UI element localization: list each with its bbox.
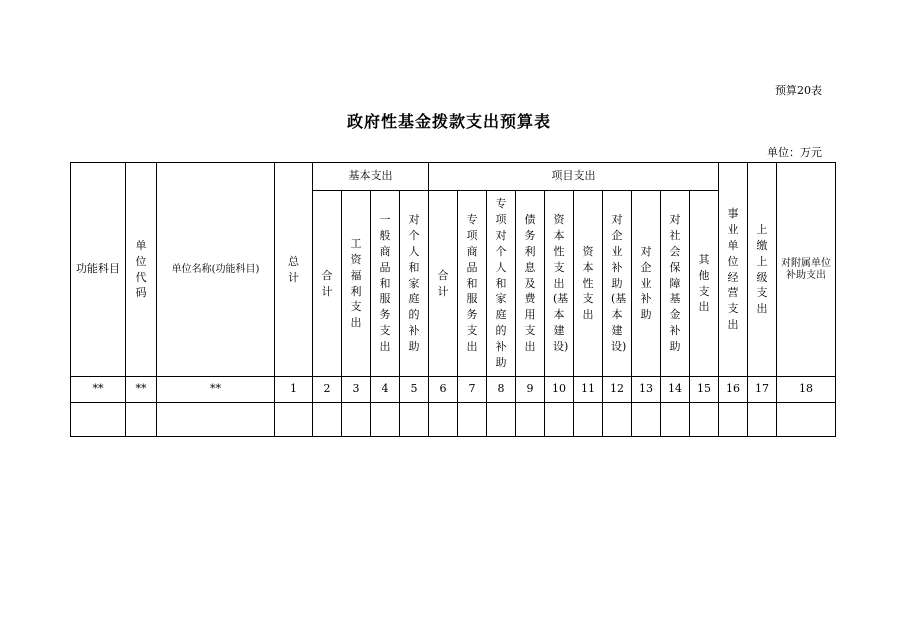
form-number: 预算20表 bbox=[775, 84, 822, 97]
number-row bbox=[71, 377, 836, 403]
col-group-project: 项目支出 bbox=[429, 163, 719, 191]
col-project-debt: 债务利息及费用支出 bbox=[516, 191, 545, 377]
number-cell: 12 bbox=[603, 377, 632, 403]
col-biz-expense: 事业单位经营支出 bbox=[719, 163, 748, 377]
number-cell: 6 bbox=[429, 377, 458, 403]
data-cell bbox=[603, 403, 632, 437]
budget-table bbox=[70, 162, 836, 437]
data-cell bbox=[342, 403, 371, 437]
data-cell bbox=[516, 403, 545, 437]
number-cell: 9 bbox=[516, 377, 545, 403]
col-group-basic: 基本支出 bbox=[313, 163, 429, 191]
page-title: 政府性基金拨款支出预算表 bbox=[346, 112, 551, 131]
data-cell bbox=[275, 403, 313, 437]
col-basic-goods: 一般商品和服务支出 bbox=[371, 191, 400, 377]
number-cell: 15 bbox=[690, 377, 719, 403]
data-cell bbox=[545, 403, 574, 437]
data-cell bbox=[748, 403, 777, 437]
number-cell: 7 bbox=[458, 377, 487, 403]
number-cell: ** bbox=[157, 377, 275, 403]
col-unit-name: 单位名称(功能科目) bbox=[157, 163, 275, 377]
data-cell bbox=[157, 403, 275, 437]
number-cell: 4 bbox=[371, 377, 400, 403]
data-cell bbox=[458, 403, 487, 437]
data-cell bbox=[71, 403, 126, 437]
data-cell bbox=[690, 403, 719, 437]
data-cell bbox=[777, 403, 836, 437]
number-cell: 1 bbox=[275, 377, 313, 403]
unit-label: 单位：万元 bbox=[767, 146, 822, 159]
col-unit-code: 单位代码 bbox=[126, 163, 157, 377]
col-subsidy-expense: 对附属单位补助支出 bbox=[777, 163, 836, 377]
number-cell: 16 bbox=[719, 377, 748, 403]
data-cell bbox=[574, 403, 603, 437]
data-cell bbox=[313, 403, 342, 437]
col-total: 总计 bbox=[275, 163, 313, 377]
data-cell bbox=[371, 403, 400, 437]
col-project-social-security: 对社会保障基金补助 bbox=[661, 191, 690, 377]
data-row bbox=[71, 403, 836, 437]
header-row-1 bbox=[71, 163, 836, 191]
col-project-household: 专项对个人和家庭的补助 bbox=[487, 191, 516, 377]
number-cell: 10 bbox=[545, 377, 574, 403]
number-cell: 8 bbox=[487, 377, 516, 403]
number-cell: ** bbox=[126, 377, 157, 403]
number-cell: 5 bbox=[400, 377, 429, 403]
col-upper-expense: 上缴上级支出 bbox=[748, 163, 777, 377]
col-func-subject: 功能科目 bbox=[71, 163, 126, 377]
number-cell: ** bbox=[71, 377, 126, 403]
data-cell bbox=[661, 403, 690, 437]
data-cell bbox=[632, 403, 661, 437]
data-cell bbox=[126, 403, 157, 437]
data-cell bbox=[487, 403, 516, 437]
col-basic-total: 合计 bbox=[313, 191, 342, 377]
number-cell: 11 bbox=[574, 377, 603, 403]
number-cell: 17 bbox=[748, 377, 777, 403]
data-cell bbox=[400, 403, 429, 437]
number-cell: 18 bbox=[777, 377, 836, 403]
number-cell: 13 bbox=[632, 377, 661, 403]
data-cell bbox=[429, 403, 458, 437]
col-basic-household: 对个人和家庭的补助 bbox=[400, 191, 429, 377]
col-project-capital-construction: 资本性支出(基本建设) bbox=[545, 191, 574, 377]
col-project-goods: 专项商品和服务支出 bbox=[458, 191, 487, 377]
number-cell: 3 bbox=[342, 377, 371, 403]
data-cell bbox=[719, 403, 748, 437]
col-project-enterprise-construction: 对企业补助(基本建设) bbox=[603, 191, 632, 377]
col-project-other: 其他支出 bbox=[690, 191, 719, 377]
col-basic-wages: 工资福利支出 bbox=[342, 191, 371, 377]
number-cell: 14 bbox=[661, 377, 690, 403]
col-project-capital: 资本性支出 bbox=[574, 191, 603, 377]
col-project-enterprise: 对企业补助 bbox=[632, 191, 661, 377]
col-project-total: 合计 bbox=[429, 191, 458, 377]
number-cell: 2 bbox=[313, 377, 342, 403]
